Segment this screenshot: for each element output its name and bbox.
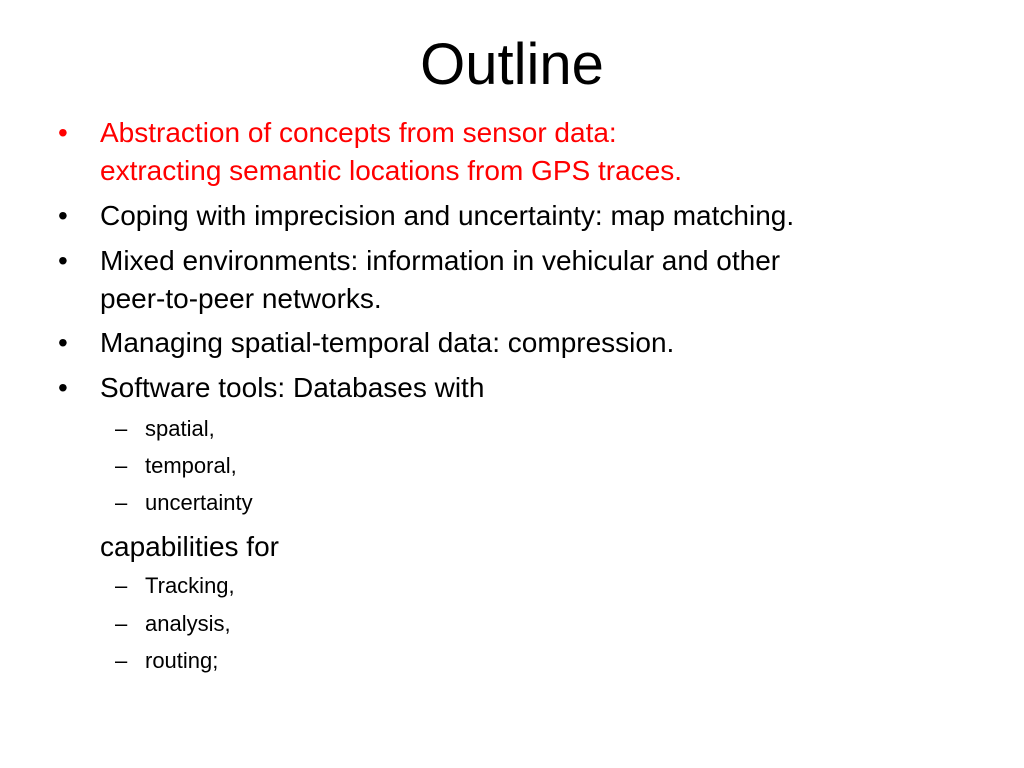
bullet-3-text: Mixed environments: information in vehicular and other xyxy=(100,245,781,276)
slide-title: Outline xyxy=(420,32,604,97)
dash-marker: – xyxy=(115,453,128,478)
sub-item-temporal xyxy=(115,452,237,480)
continuation-text: capabilities for xyxy=(100,531,279,562)
bullet-1-line-1 xyxy=(58,116,617,150)
dash-marker: – xyxy=(115,416,128,441)
bullet-marker: • xyxy=(58,245,68,276)
dash-marker: – xyxy=(115,573,128,598)
bullet-marker: • xyxy=(58,327,68,358)
sub-item-routing xyxy=(115,647,219,675)
bullet-4-text: Managing spatial-temporal data: compression. xyxy=(100,327,675,358)
sub-item-uncertainty xyxy=(115,489,253,517)
bullet-4 xyxy=(58,326,675,360)
bullet-5-text: Software tools: Databases with xyxy=(100,372,485,403)
bullet-1-text: Abstraction of concepts from sensor data: xyxy=(100,117,617,148)
bullet-3-line-1 xyxy=(58,244,781,278)
bullet-2-text: Coping with imprecision and uncertainty: map matching. xyxy=(100,200,795,231)
bullet-marker: • xyxy=(58,372,68,403)
sub-item-text: uncertainty xyxy=(145,490,253,515)
sub-item-spatial xyxy=(115,415,215,443)
bullet-3-line-2: peer-to-peer networks. xyxy=(100,283,382,314)
dash-marker: – xyxy=(115,490,128,515)
bullet-marker: • xyxy=(58,200,68,231)
sub-item-text: temporal, xyxy=(145,453,237,478)
sub-item-text: analysis, xyxy=(145,611,231,636)
dash-marker: – xyxy=(115,648,128,673)
sub-item-analysis xyxy=(115,610,231,638)
bullet-2 xyxy=(58,199,795,233)
dash-marker: – xyxy=(115,611,128,636)
sub-item-text: spatial, xyxy=(145,416,215,441)
bullet-marker: • xyxy=(58,117,68,148)
bullet-5 xyxy=(58,371,485,405)
sub-item-tracking xyxy=(115,572,235,600)
bullet-1-line-2: extracting semantic locations from GPS traces. xyxy=(100,155,682,186)
sub-item-text: routing; xyxy=(145,648,219,673)
sub-item-text: Tracking, xyxy=(145,573,235,598)
